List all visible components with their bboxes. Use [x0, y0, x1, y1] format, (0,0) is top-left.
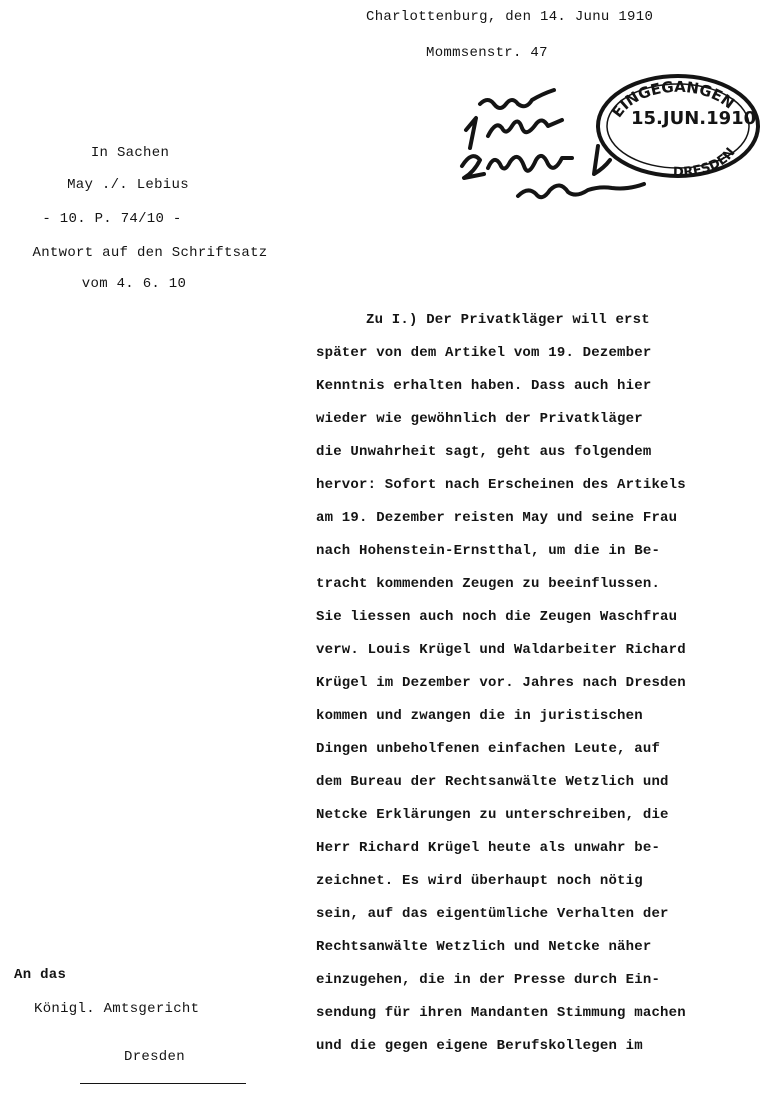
body-line: sendung für ihren Mandanten Stimmung machen	[316, 1005, 686, 1021]
subject-parties: May ./. Lebius	[67, 177, 189, 193]
body-line: wieder wie gewöhnlich der Privatkläger	[316, 411, 643, 427]
body-line: Kenntnis erhalten haben. Dass auch hier	[316, 378, 652, 394]
subject-date: vom 4. 6. 10	[81, 276, 187, 292]
body-line: tracht kommenden Zeugen zu beeinflussen.	[316, 576, 661, 592]
address-line-1: An das	[14, 967, 67, 983]
body-line: und die gegen eigene Berufskollegen im	[316, 1038, 643, 1054]
body-line: Rechtsanwälte Wetzlich und Netcke näher	[316, 939, 652, 955]
body-line: Krügel im Dezember vor. Jahres nach Dresden	[316, 675, 686, 691]
body-line: sein, auf das eigentümliche Verhalten der	[316, 906, 669, 922]
stamp-top-text: EINGEGANGEN	[607, 77, 738, 121]
stamp-date: 15.JUN.1910	[631, 108, 757, 129]
body-line: Dingen unbeholfenen einfachen Leute, auf	[316, 741, 661, 757]
address-court: Königl. Amtsgericht	[34, 1001, 200, 1017]
underline-rule	[80, 1083, 246, 1084]
stamp-bottom-text: DRESDEN	[672, 145, 739, 180]
body-line: Netcke Erklärungen zu unterschreiben, die	[316, 807, 669, 823]
body-line: Herr Richard Krügel heute als unwahr be-	[316, 840, 661, 856]
street-address: Mommsenstr. 47	[426, 45, 548, 61]
place-date: Charlottenburg, den 14. Junu 1910	[366, 9, 654, 25]
svg-text:DRESDEN	[673, 145, 739, 180]
address-city: Dresden	[124, 1049, 185, 1065]
body-line: Zu I.) Der Privatkläger will erst	[366, 312, 650, 328]
body-line: dem Bureau der Rechtsanwälte Wetzlich und	[316, 774, 669, 790]
subject-case-number: - 10. P. 74/10 -	[42, 211, 182, 227]
body-line: einzugehen, die in der Presse durch Ein-	[316, 972, 661, 988]
subject-line-1: In Sachen	[90, 145, 170, 161]
body-line: später von dem Artikel vom 19. Dezember	[316, 345, 652, 361]
body-line: hervor: Sofort nach Erscheinen des Artikels	[316, 477, 686, 493]
body-line: zeichnet. Es wird überhaupt noch nötig	[316, 873, 643, 889]
body-line: nach Hohenstein-Ernstthal, um die in Be-	[316, 543, 661, 559]
subject-reply: Antwort auf den Schriftsatz	[32, 245, 268, 261]
body-line: die Unwahrheit sagt, geht aus folgendem	[316, 444, 652, 460]
body-line: kommen und zwangen die in juristischen	[316, 708, 643, 724]
body-line: verw. Louis Krügel und Waldarbeiter Richard	[316, 642, 686, 658]
body-line: am 19. Dezember reisten May und seine Frau	[316, 510, 678, 526]
body-line: Sie liessen auch noch die Zeugen Waschfrau	[316, 609, 678, 625]
